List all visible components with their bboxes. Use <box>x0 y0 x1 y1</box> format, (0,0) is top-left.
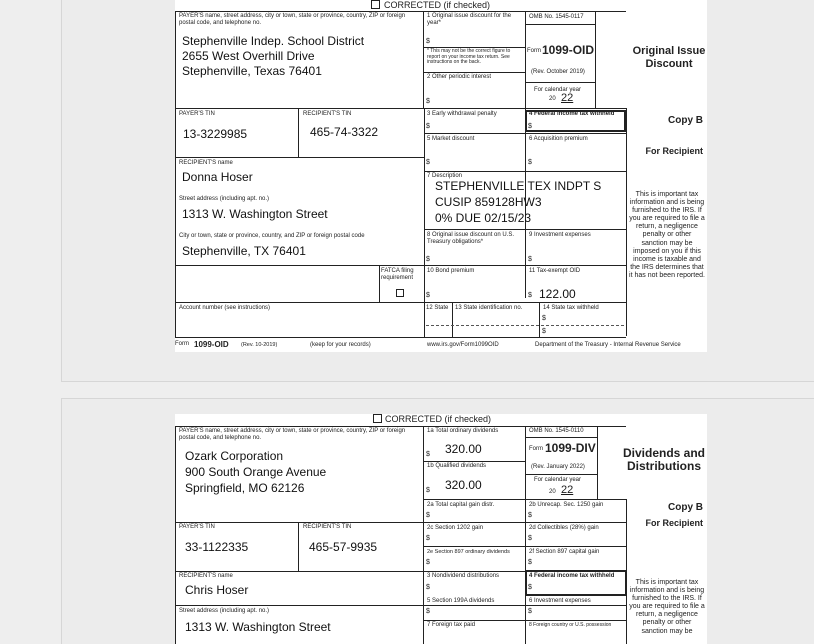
box2a-label: 2a Total capital gain distr. <box>427 502 495 508</box>
payer-tin-label: PAYER'S TIN <box>179 524 215 530</box>
box6-label: 6 Acquisition premium <box>529 136 588 142</box>
box6-label: 6 Investment expenses <box>529 598 591 604</box>
box12-label: 12 State <box>426 305 449 311</box>
box7-line-3: 0% DUE 02/15/23 <box>435 211 532 225</box>
box2e-label: 2e Section 897 ordinary dividends <box>427 549 510 555</box>
box9-label: 9 Investment expenses <box>529 232 591 238</box>
corrected-checkbox[interactable] <box>373 414 382 423</box>
payer-label: PAYER'S name, street address, city or town, state or province, country, ZIP or foreign postal code, and telephone no. <box>179 13 406 26</box>
copy-b: Copy B <box>668 115 703 126</box>
box8-label: 8 Original issue discount on U.S. Treasury obligations* <box>427 232 515 245</box>
box2-label: 2 Other periodic interest <box>427 74 492 80</box>
form-title: Original Issue Discount <box>632 45 706 70</box>
recipient-name-label: RECIPIENT'S name <box>179 160 233 166</box>
payer-line-3: Springfield, MO 62126 <box>185 481 305 495</box>
form-name: 1099-DIV <box>545 441 596 455</box>
box1-note: * This may not be the correct figure to report on your income tax return. See instructions on the back. <box>427 48 511 65</box>
box5-label: 5 Section 199A dividends <box>427 598 495 604</box>
street-label: Street address (including apt. no.) <box>179 196 270 202</box>
for-recipient: For Recipient <box>645 518 703 528</box>
recipient-name: Chris Hoser <box>185 583 249 597</box>
box2b-label: 2b Unrecap. Sec. 1250 gain <box>529 502 604 508</box>
form-revision: (Rev. October 2019) <box>531 69 585 75</box>
form-title: Dividends and Distributions <box>622 446 705 473</box>
box1b-label: 1b Qualified dividends <box>427 463 487 469</box>
fatca-checkbox[interactable] <box>396 289 404 297</box>
copy-b: Copy B <box>668 502 703 513</box>
footer-url: www.irs.gov/Form1099OID <box>427 342 499 348</box>
box5-label: 5 Market discount <box>427 136 475 142</box>
box2f-label: 2f Section 897 capital gain <box>529 549 600 555</box>
payer-label: PAYER'S name, street address, city or town, state or province, country, ZIP or foreign postal code, and telephone no. <box>179 428 406 441</box>
form-revision: (Rev. January 2022) <box>531 464 585 470</box>
form-name: 1099-OID <box>542 43 595 57</box>
box1a-value: 320.00 <box>445 442 482 456</box>
box7-line-1: STEPHENVILLE TEX INDPT S <box>435 179 602 193</box>
footer-dept: Department of the Treasury - Internal Revenue Service <box>535 342 681 348</box>
city-state-zip: Stephenville, TX 76401 <box>182 244 306 258</box>
form-1099-oid: CORRECTED (if checked) PAYER'S name, street address, city or town, state or province, country, ZIP or foreign postal code, and telephone no. Stephenville Indep. School District 2655 West Overhill Drive Stephenville, Texas 76401 1 Original issue discount for the year* $ * This may not be the correct figure to report on your income tax return. See instructions on the back. 2 Other periodic interest $ OMB No. 1545-0117 Form 1099-OID (Rev. October 2019) For calendar year 20 22 Original Issue Discount PAYER'S TIN 13-3229985 RECIPIENT'S TIN 465-74-3322 3 Early withdrawal penalty $ 4 Federal income tax withheld $ Copy B For Recipient 5 Market discount $ 6 Acquisition premium $ RECIPIENT'S name Donna Hoser Street address (including apt. no.) 1313 W. Washington Street City or town, state or province, country, and ZIP or foreign postal code Stephenville, TX 76401 7 Description STEPHENVILLE TEX INDPT S CUSIP 859128HW3 0% DUE 02/15/23 8 Original issue discount on U.S. Treasury obligations* $ 9 Investment expenses $ FATCA filing requirement 10 Bond premium $ 11 Tax-exempt OID $ 122.00 Account number (see instructions) 12 State 13 State identification no. 14 State tax withheld $ $ This is important tax information and is being furnished to the IRS. If you are required to file a return, a negligence penalty or other sanction may be imposed on you if this income is taxable and the IRS determines that it has not been reported. Form 1099-OID (Rev. 10-2019) (keep for your records) www.irs.gov/Form1099OID Department of the Treasury - Internal Revenue Service <box>175 0 707 352</box>
recipient-tin: 465-57-9935 <box>309 540 378 554</box>
box8-label: 8 Foreign country or U.S. possession <box>529 622 612 628</box>
notice-text: This is important tax information and is being furnished to the IRS. If you are required to file a return, a negligence penalty or other sanction may be imposed on you if this income is taxable and the IRS determines that it has not been reported. <box>629 191 705 279</box>
box1a-label: 1a Total ordinary dividends <box>427 428 499 434</box>
footer-form-name: 1099-OID <box>194 340 229 349</box>
street-address: 1313 W. Washington Street <box>185 620 331 634</box>
box2d-label: 2d Collectibles (28%) gain <box>529 525 599 531</box>
form-1099-div: CORRECTED (if checked) PAYER'S name, street address, city or town, state or province, country, ZIP or foreign postal code, and telephone no. Ozark Corporation 900 South Orange Avenue Springfield, MO 62126 1a Total ordinary dividends $ 320.00 1b Qualified dividends $ 320.00 OMB No. 1545-0110 Form 1099-DIV (Rev. January 2022) For calendar year 20 22 Dividends and Distributions 2a Total capital gain distr. $ 2b Unrecap. Sec. 1250 gain $ Copy B For Recipient PAYER'S TIN 33-1122335 RECIPIENT'S TIN 465-57-9935 2c Section 1202 gain $ 2d Collectibles (28%) gain $ 2e Section 897 ordinary dividends $ 2f Section 897 capital gain $ RECIPIENT'S name Chris Hoser 3 Nondividend distributions $ 4 Federal income tax withheld $ Street address (including apt. no.) 1313 W. Washington Street 5 Section 199A dividends $ 6 Investment expenses $ 7 Foreign tax paid 8 Foreign country or U.S. possession This is important tax information and is being furnished to the IRS. If you are required to file a return, a negligence penalty or other sanction may be <box>175 414 707 644</box>
recipient-tin: 465-74-3322 <box>310 125 379 139</box>
payer-line-2: 2655 West Overhill Drive <box>182 49 315 63</box>
box3-label: 3 Early withdrawal penalty <box>427 111 497 117</box>
payer-line-3: Stephenville, Texas 76401 <box>182 64 322 78</box>
street-label: Street address (including apt. no.) <box>179 608 270 614</box>
notice-text: This is important tax information and is being furnished to the IRS. If you are required to file a return, a negligence penalty or other sanction may be <box>629 579 705 635</box>
payer-tin: 33-1122335 <box>185 540 249 554</box>
box13-label: 13 State identification no. <box>455 305 523 311</box>
payer-tin-label: PAYER'S TIN <box>179 111 215 117</box>
corrected-checkbox[interactable] <box>371 0 380 9</box>
box11-value: 122.00 <box>539 287 576 301</box>
account-label: Account number (see instructions) <box>179 305 271 311</box>
payer-line-2: 900 South Orange Avenue <box>185 465 327 479</box>
city-label: City or town, state or province, country, and ZIP or foreign postal code <box>179 233 365 239</box>
box3-label: 3 Nondividend distributions <box>427 573 500 579</box>
recipient-name-label: RECIPIENT'S name <box>179 573 233 579</box>
box4-label: 4 Federal income tax withheld <box>529 573 615 579</box>
recipient-tin-label: RECIPIENT'S TIN <box>303 111 352 117</box>
omb-number: OMB No. 1545-0110 <box>529 428 584 434</box>
fatca-label: FATCA filing requirement <box>381 268 414 281</box>
calendar-year: 22 <box>561 484 574 496</box>
box4-label: 4 Federal income tax withheld <box>529 111 615 117</box>
box2c-label: 2c Section 1202 gain <box>427 525 484 531</box>
box1-label: 1 Original issue discount for the year* <box>427 13 512 26</box>
omb-number: OMB No. 1545-0117 <box>529 14 584 20</box>
corrected-label: CORRECTED (if checked) <box>384 0 491 10</box>
box7-label: 7 Description <box>427 173 463 179</box>
for-recipient: For Recipient <box>645 146 703 156</box>
box1b-value: 320.00 <box>445 478 482 492</box>
corrected-label: CORRECTED (if checked) <box>385 414 492 424</box>
recipient-tin-label: RECIPIENT'S TIN <box>303 524 352 530</box>
payer-tin: 13-3229985 <box>183 127 248 141</box>
box14-label: 14 State tax withheld <box>543 305 599 311</box>
box7-line-2: CUSIP 859128HW3 <box>435 195 542 209</box>
street-address: 1313 W. Washington Street <box>182 207 328 221</box>
box10-label: 10 Bond premium <box>427 268 475 274</box>
box7-label: 7 Foreign tax paid <box>427 622 476 628</box>
payer-line-1: Ozark Corporation <box>185 449 284 463</box>
box11-label: 11 Tax-exempt OID <box>529 268 581 274</box>
recipient-name: Donna Hoser <box>182 170 253 184</box>
calendar-year: 22 <box>561 92 574 104</box>
payer-line-1: Stephenville Indep. School District <box>182 34 365 48</box>
